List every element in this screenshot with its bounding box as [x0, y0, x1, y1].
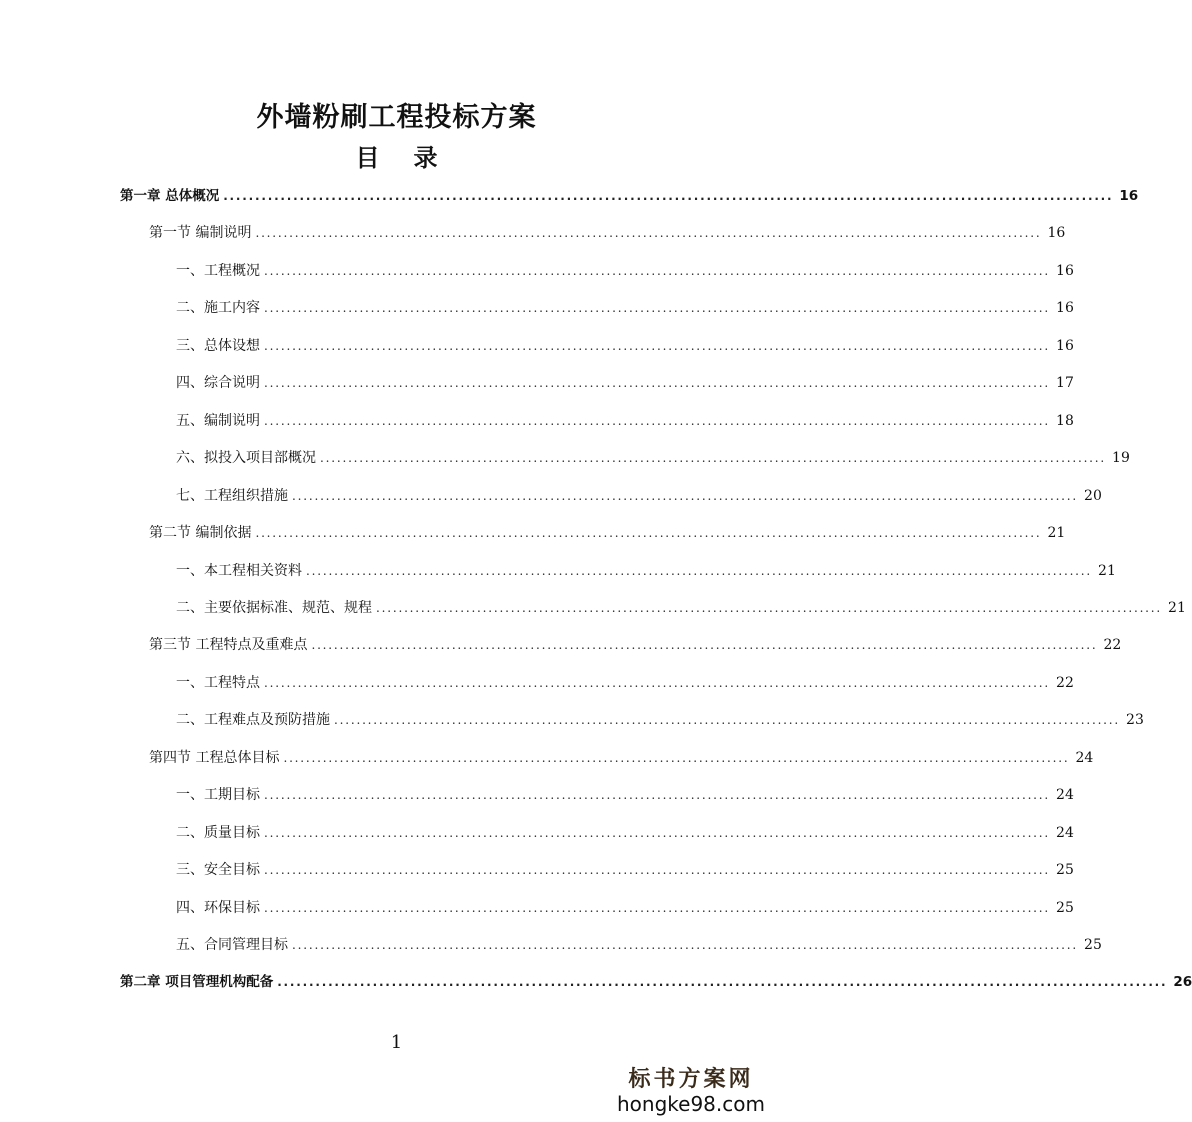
- toc-dot-leader: ............................................................................................................................................: [376, 600, 1163, 615]
- toc-entry[interactable]: [149, 222, 1066, 244]
- toc-entry-label: 第二章 项目管理机构配备: [120, 974, 274, 991]
- toc-entry-label: 二、质量目标: [176, 824, 260, 841]
- toc-entry-label: 第一节 编制说明: [149, 225, 252, 242]
- toc-entry[interactable]: [176, 560, 1116, 582]
- toc-entry[interactable]: [149, 634, 1122, 656]
- toc-dot-leader: ............................................................................................................................................: [292, 938, 1079, 952]
- toc-entry-page: 16: [1056, 262, 1074, 279]
- toc-entry-page: 24: [1056, 824, 1074, 841]
- toc-entry-page: 18: [1056, 412, 1074, 429]
- document-title: 外墙粉刷工程投标方案: [256, 102, 537, 133]
- toc-entry[interactable]: [176, 784, 1074, 806]
- toc-entry-page: 21: [1168, 599, 1186, 616]
- toc-entry-page: 16: [1119, 188, 1139, 204]
- toc-entry-page: 21: [1098, 562, 1116, 579]
- toc-dot-leader: ............................................................................................................................................: [306, 563, 1093, 578]
- toc-entry-page: 21: [1047, 525, 1066, 542]
- toc-entry-label: 第三节 工程特点及重难点: [149, 637, 308, 654]
- toc-dot-leader: ............................................................................................................................................: [292, 488, 1079, 503]
- toc-entry-label: 第一章 总体概况: [120, 188, 220, 204]
- watermark-name: 标书方案网: [628, 1066, 754, 1092]
- toc-entry[interactable]: [120, 971, 1192, 993]
- toc-entry-page: 24: [1075, 749, 1094, 766]
- toc-entry-label: 三、安全目标: [176, 862, 260, 879]
- toc-entry-page: 26: [1173, 974, 1192, 991]
- toc-entry[interactable]: [176, 335, 1074, 357]
- toc-entry[interactable]: [176, 822, 1074, 844]
- toc-dot-leader: ............................................................................................................................................: [264, 263, 1051, 278]
- watermark-logo: [601, 1066, 781, 1116]
- toc-dot-leader: ............................................................................................................................................: [223, 189, 1114, 203]
- toc-entry-label: 一、本工程相关资料: [176, 562, 302, 579]
- toc-entry[interactable]: [176, 372, 1074, 394]
- toc-dot-leader: ............................................................................................................................................: [283, 750, 1070, 765]
- toc-entry-page: 23: [1126, 712, 1144, 729]
- toc-entry-label: 第二节 编制依据: [149, 525, 252, 542]
- toc-entry[interactable]: [176, 859, 1074, 881]
- toc-dot-leader: ............................................................................................................................................: [264, 376, 1051, 391]
- toc-entry-label: 第四节 工程总体目标: [149, 749, 280, 766]
- toc-entry-label: 四、环保目标: [176, 899, 260, 916]
- toc-dot-leader: ............................................................................................................................................: [264, 413, 1051, 428]
- watermark-site: hongke98.com: [617, 1092, 765, 1116]
- toc-entry[interactable]: [176, 410, 1074, 432]
- toc-entry-label: 二、工程难点及预防措施: [176, 712, 330, 729]
- toc-dot-leader: ............................................................................................................................................: [264, 825, 1051, 840]
- toc-heading-char-1: 目: [355, 143, 380, 172]
- toc-dot-leader: ............................................................................................................................................: [264, 675, 1051, 690]
- toc-entry-page: 22: [1103, 637, 1122, 654]
- page-number: 1: [390, 1032, 403, 1053]
- toc-dot-leader: ............................................................................................................................................: [264, 863, 1051, 878]
- toc-heading-char-2: 录: [413, 143, 438, 172]
- toc-entry-label: 二、主要依据标准、规范、规程: [176, 599, 372, 616]
- toc-entry-label: 一、工程特点: [176, 674, 260, 691]
- toc-entry-label: 五、合同管理目标: [176, 937, 288, 953]
- toc-entry[interactable]: [176, 709, 1144, 731]
- toc-dot-leader: ............................................................................................................................................: [320, 451, 1107, 466]
- toc-entry[interactable]: [149, 747, 1094, 769]
- toc-entry-label: 六、拟投入项目部概况: [176, 450, 316, 467]
- toc-entry-page: 20: [1084, 487, 1102, 504]
- toc-entry-label: 二、施工内容: [176, 300, 260, 317]
- toc-entry[interactable]: [176, 597, 1186, 619]
- toc-entry[interactable]: [176, 260, 1074, 282]
- toc-dot-leader: ............................................................................................................................................: [264, 900, 1051, 915]
- toc-entry[interactable]: [176, 934, 1102, 956]
- toc-entry-page: 25: [1056, 862, 1074, 879]
- toc-entry[interactable]: [176, 672, 1074, 694]
- toc-entry-label: 七、工程组织措施: [176, 487, 288, 504]
- toc-entry-page: 25: [1056, 899, 1074, 916]
- toc-dot-leader: ............................................................................................................................................: [334, 713, 1121, 728]
- toc-dot-leader: ............................................................................................................................................: [277, 975, 1168, 990]
- toc-entry-page: 25: [1084, 937, 1102, 953]
- toc-entry-label: 四、综合说明: [176, 375, 260, 392]
- toc-dot-leader: ............................................................................................................................................: [264, 338, 1051, 353]
- toc-dot-leader: ............................................................................................................................................: [255, 226, 1042, 241]
- toc-dot-leader: ............................................................................................................................................: [255, 526, 1042, 541]
- toc-entry[interactable]: [176, 897, 1074, 919]
- toc-dot-leader: ............................................................................................................................................: [264, 301, 1051, 316]
- toc-entry-label: 五、编制说明: [176, 412, 260, 429]
- toc-entry-page: 17: [1056, 375, 1074, 392]
- toc-entry-page: 24: [1056, 787, 1074, 804]
- toc-dot-leader: ............................................................................................................................................: [311, 638, 1098, 653]
- toc-entry-page: 16: [1056, 300, 1074, 317]
- toc-entry-label: 三、总体设想: [176, 337, 260, 354]
- toc-entry[interactable]: [149, 522, 1066, 544]
- toc-entry[interactable]: [176, 447, 1130, 469]
- toc-entry[interactable]: [120, 185, 1139, 207]
- toc-dot-leader: ............................................................................................................................................: [264, 788, 1051, 803]
- toc-entry-page: 16: [1047, 225, 1066, 242]
- toc-entry-label: 一、工期目标: [176, 787, 260, 804]
- toc-entry[interactable]: [176, 297, 1074, 319]
- toc-entry-page: 16: [1056, 337, 1074, 354]
- toc-entry[interactable]: [176, 485, 1102, 507]
- toc-entry-page: 22: [1056, 674, 1074, 691]
- toc-entry-label: 一、工程概况: [176, 262, 260, 279]
- toc-entry-page: 19: [1112, 450, 1130, 467]
